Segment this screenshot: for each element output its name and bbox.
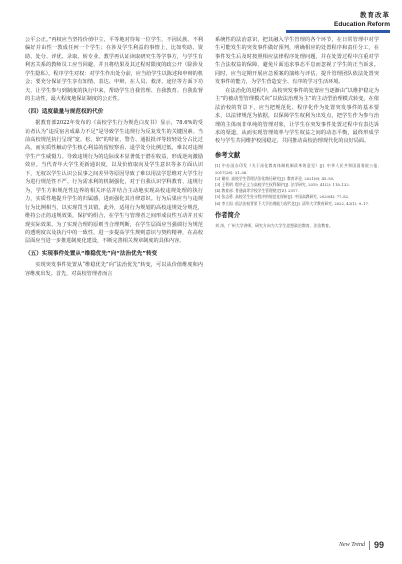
reference-item: [3] 王利明. 程序正义与高校学生权利保护[J]. 法学研究, 2019, 41(2): 118–132. bbox=[215, 182, 350, 187]
body-paragraph: 系统性的法治意识，把其融入学生管理的各个环节，在日常管理中对学生可能发生的突发事件做好预判，明确相应的处置程序和责任分工，在事件发生后及时按照相应法律程序处理问题，并在处置过程中注重对学生合法权益的保障，避免片面追求事态平息而忽视了学生的正当诉求。同时，应当定期开展应急预案的演练与评估，提升管理团队依法处置突发事件的能力，为学生营造安全、有序的学习生活环境。 bbox=[215, 37, 379, 86]
section-heading: （五）实现事件处置从“维稳优先”向“法治优先”转变 bbox=[25, 250, 158, 257]
right-column bbox=[215, 36, 379, 230]
journal-name: New Trend bbox=[339, 542, 365, 548]
references-list bbox=[215, 163, 379, 206]
left-column bbox=[25, 36, 203, 278]
header-text bbox=[334, 10, 390, 28]
page-number: 99 bbox=[373, 540, 384, 550]
footer-divider bbox=[369, 541, 370, 550]
section-heading: （四）适度裁量与规范权的代价 bbox=[25, 108, 104, 115]
reference-item: [6] 李立国. 依法治校背景下大学治理能力现代化[J]. 清华大学教育研究, 2022, 43(1): 9–17. bbox=[215, 201, 370, 206]
author-bio: 刘 涛，广州大学讲师，研究方向为大学生思想政治教育、法治教育。 bbox=[215, 223, 333, 229]
reference-item: [4] 教育部. 普通高等学校学生管理规定[Z]. 2017. bbox=[215, 189, 299, 194]
body-paragraph: 公平公正。”再权应当坚持价值中立，平等地对待每一位学生，不因民族、不利偏好并由性一教成任何一个学生；在涉及学生利益的事情上，比如奖助、资助、处分、评优、录取、转专业、教学再认证读取研究生等学事方，与学生有利害关系的教师员工应当回避，并且将结果及其过程时限度的政公开（除涉及学生隐私）。程序学生对权：对学生作出处分前，应当给学生以陈述和申辩的机会；要充分保证学生享有知情、表达、申辩、在人员、救济、途径等方面下功夫，让学生参与到制度的执行中来，帮助学生自我管理、自我教育、自我监督的主动性，最大程度地保证制度的公正性。 bbox=[25, 37, 203, 103]
header-accent-bar bbox=[286, 30, 390, 33]
reference-item: [5] 张志勇. 高校学生处分程序的规范化探析[J]. 中国高教研究, 2020(4): 77–82. bbox=[215, 195, 350, 200]
section-name-cn: 教育改革 bbox=[360, 11, 390, 19]
body-paragraph: 在法治化的进程中，高校突发事件的处置应当逐渐由“以维护稳定为主”的被动型管理模式向“以依法治理为主”的主动型治理模式转变。在依法治校的背景下，应当把规范化、程序化作为处置突发事件的基本要求，以法律规范为依据，以保障学生权利为出发点，把学生作为参与治理的主体而非单纯的管理对象，让学生在突发事件处置过程中有表达诉求的渠道，从而实现管理效率与学生权益之间的动态平衡，最终形成学校与学生共同维护校园稳定、共同推动高校治理现代化的良好局面。 bbox=[215, 87, 379, 145]
reference-item: [1] 中办国办印发《关于深化教育体制机制改革的意见》[J]. 中华人民共和国国务院公报, 2017(28): 31–36. bbox=[215, 164, 379, 175]
body-paragraph: 实现突发事件处置从“维稳优先”向“法治优先”转变，可以从价值维度和内容维度出发。首先，对高校管理者而言 bbox=[25, 262, 203, 277]
author-heading: 作者简介 bbox=[215, 211, 241, 219]
page-header bbox=[190, 8, 390, 34]
page-footer bbox=[339, 540, 384, 550]
section-name-en: Education Reform bbox=[334, 21, 390, 28]
body-paragraph: 据教育部2022年发布的《高校学生行为规范白皮书》显示，78.6%的受访者认为“违反宿舍成暴力不足”是导致学生违规行为反复发生的关键因素。当前高校规范执行呈现“宽、松、软”的特征，警告、通报批评等较轻处分占比过高，而实质性触动学生核心利益的留校察看、退学处分比例过低，难以对违规学生产生威慑力。导致违规行为的边际成本显著低于潜在收益，形成逆向激励效应。当代青年大学生更新通识度，以及价值取向及学生意识等多方面认识下，无权以学生认识公民事之间差异等原因导致了难以用法学思维对大学生行为进行规范性不严、行为需求利的机制强化，对于自我认识学科教育、违规行为，学生方和规范性边界的相关评估并结合主动地实现高校违规处理的执行力，实质性地提升学生的归属感，进而强化其自律意识。行为后果应当与违规行为比例相当，以实现罚当其错。此外，适用行为规划的高校违规处分规范，维持公正的违规效果，保护的组合，在学生与管理者之间形成良性互动并且实现实际效果。为了实现合理的原则当合理判断，在学生层面应当强调行为规范的透明度以及执行中的一致性，进一步提高学生规则意识与契约精神，在高校层面应当进一步推进制度化建设，不断完善相关规章制度的具体内容。 bbox=[25, 120, 203, 245]
reference-item: [2] 谢亮. 高校学生管理法治化路径研究[J]. 教育评论, 2021(6): 45–50. bbox=[215, 176, 335, 181]
references-heading: 参考文献 bbox=[215, 151, 241, 159]
